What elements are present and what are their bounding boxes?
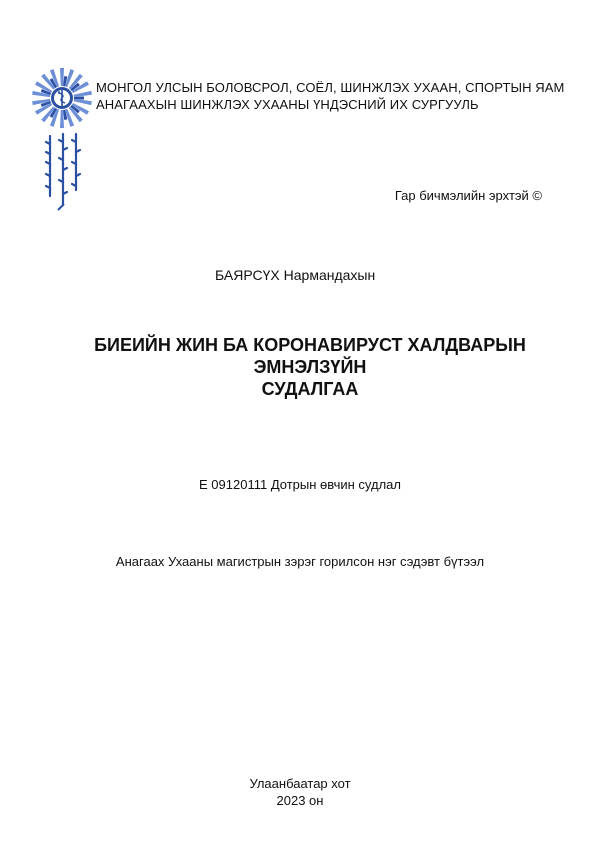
degree-statement: Анагаах Ухааны магистрын зэрэг горилсон нэг сэдэвт бүтээл	[115, 554, 485, 569]
author-name: БАЯРСҮХ Нармандахын	[215, 267, 376, 283]
ministry-name: МОНГОЛ УЛСЫН БОЛОВСРОЛ, СОЁЛ, ШИНЖЛЭХ УХААН, СПОРТЫН ЯАМ	[96, 80, 565, 95]
ministry-header	[96, 79, 565, 113]
city: Улаанбаатар хот	[249, 776, 351, 791]
specialty-code: Е 09120111 Дотрын өвчин судлал	[199, 477, 401, 492]
manuscript-rights-notice: Гар бичмэлийн эрхтэй ©	[394, 188, 542, 203]
thesis-title-line-1: БИЕИЙН ЖИН БА КОРОНАВИРУСТ ХАЛДВАРЫН ЭМНЭЛЗҮЙН	[94, 335, 526, 377]
year: 2023 он	[276, 793, 324, 808]
place-and-year	[0, 775, 600, 809]
university-name: АНАГААХЫН ШИНЖЛЭХ УХААНЫ ҮНДЭСНИЙ ИХ СУРГУУЛЬ	[96, 97, 479, 112]
thesis-title	[60, 334, 560, 400]
thesis-title-line-2: СУДАЛГАА	[261, 379, 359, 399]
university-emblem-icon	[30, 64, 92, 214]
